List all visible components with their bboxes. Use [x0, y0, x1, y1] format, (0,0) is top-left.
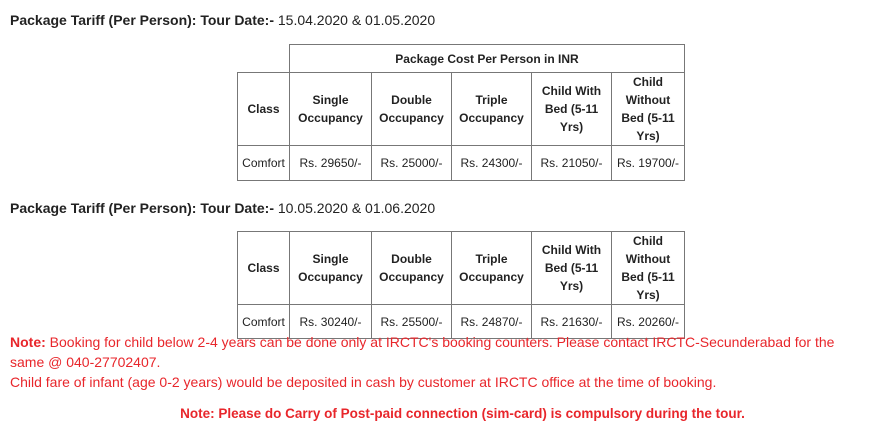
tariff-heading-dates: 10.05.2020 & 01.06.2020 [273, 200, 436, 216]
sim-card-note: Note: Please do Carry of Post-paid connection (sim-card) is compulsory during the tour. [180, 406, 745, 421]
note-label: Note: [10, 334, 46, 350]
note-text: Child fare of infant (age 0-2 years) would be deposited in cash by customer at IRCTC office at the time of booking. [10, 374, 717, 390]
header-triple-occupancy: Triple Occupancy [452, 232, 532, 305]
header-child-without-bed: Child Without Bed (5-11 Yrs) [612, 232, 685, 305]
tariff-table-2 [237, 231, 685, 339]
tariff-heading-1 [10, 12, 435, 28]
tariff-heading-label: Package Tariff (Per Person): Tour Date:- [10, 200, 274, 216]
table-header-row [238, 73, 685, 146]
cell-double: Rs. 25500/- [372, 305, 452, 339]
header-class: Class [238, 73, 290, 146]
cell-double: Rs. 25000/- [372, 146, 452, 181]
tariff-heading-label: Package Tariff (Per Person): Tour Date:- [10, 12, 274, 28]
header-single-occupancy: Single Occupancy [290, 73, 372, 146]
cell-child-with-bed: Rs. 21630/- [532, 305, 612, 339]
infant-fare-note [10, 372, 870, 392]
table-caption: Package Cost Per Person in INR [290, 45, 685, 73]
tariff-table-1 [237, 44, 685, 181]
header-child-with-bed: Child With Bed (5-11 Yrs) [532, 73, 612, 146]
table-row [238, 146, 685, 181]
tariff-heading-dates: 15.04.2020 & 01.05.2020 [273, 12, 436, 28]
header-child-without-bed: Child Without Bed (5-11 Yrs) [612, 73, 685, 146]
note-text: Booking for child below 2-4 years can be done only at IRCTC's booking counters. Please contact IRCTC-Secunderabad for the same @ 040-27702407. [10, 334, 835, 370]
cell-child-without-bed: Rs. 19700/- [612, 146, 685, 181]
cell-triple: Rs. 24300/- [452, 146, 532, 181]
cell-triple: Rs. 24870/- [452, 305, 532, 339]
cell-class: Comfort [238, 146, 290, 181]
header-child-with-bed: Child With Bed (5-11 Yrs) [532, 232, 612, 305]
header-single-occupancy: Single Occupancy [290, 232, 372, 305]
cell-single: Rs. 30240/- [290, 305, 372, 339]
booking-note [10, 332, 870, 372]
blank-cell [238, 45, 290, 73]
header-double-occupancy: Double Occupancy [372, 73, 452, 146]
cell-child-with-bed: Rs. 21050/- [532, 146, 612, 181]
table-header-row [238, 232, 685, 305]
header-triple-occupancy: Triple Occupancy [452, 73, 532, 146]
header-double-occupancy: Double Occupancy [372, 232, 452, 305]
tariff-heading-2 [10, 200, 435, 216]
cell-child-without-bed: Rs. 20260/- [612, 305, 685, 339]
cell-class: Comfort [238, 305, 290, 339]
header-class: Class [238, 232, 290, 305]
cell-single: Rs. 29650/- [290, 146, 372, 181]
